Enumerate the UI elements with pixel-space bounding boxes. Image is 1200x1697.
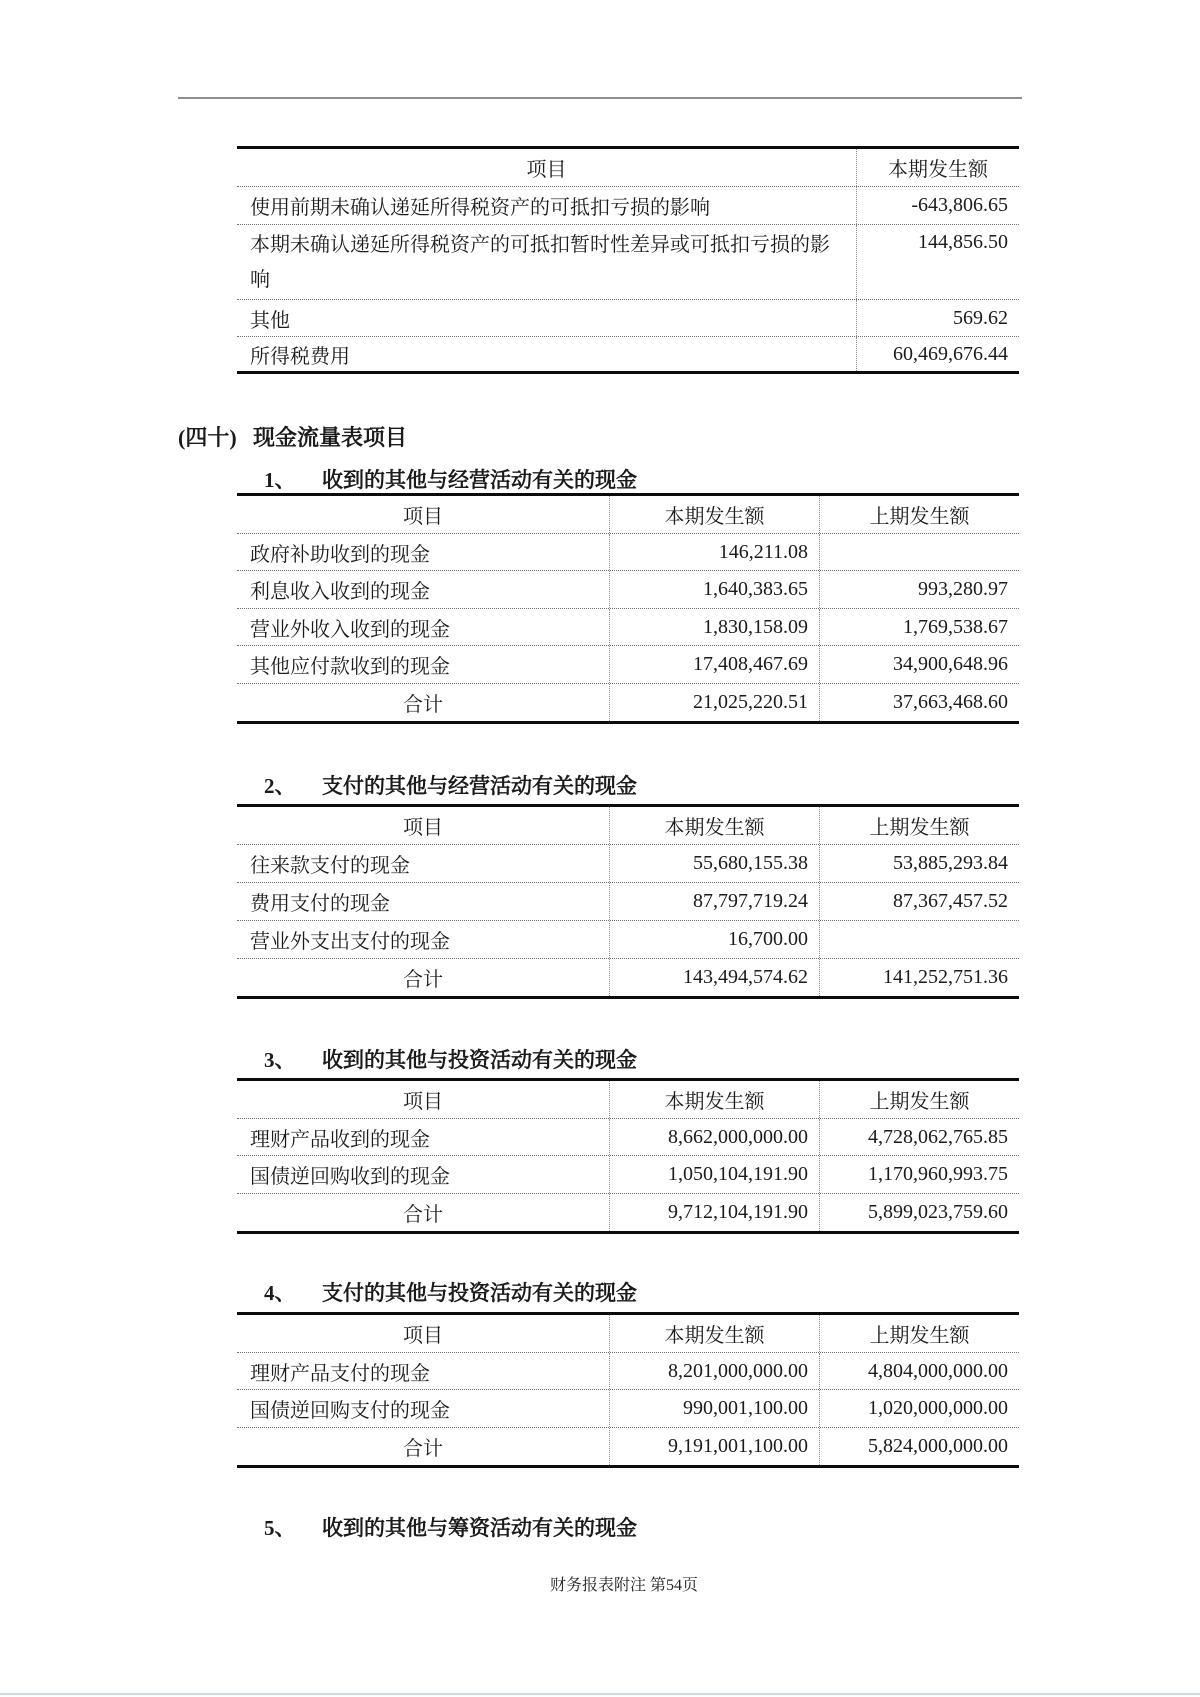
current-amount-cell: 17,408,467.69	[610, 646, 820, 683]
item-cell: 费用支付的现金	[237, 883, 610, 920]
current-period-header-cell: 本期发生额	[610, 807, 820, 844]
page-footer: 财务报表附注 第54页	[549, 1577, 698, 1594]
item-header-cell: 项目	[237, 496, 610, 533]
prior-amount-cell: 4,728,062,765.85	[868, 1125, 1008, 1148]
income-tax-expense-table	[237, 146, 1019, 374]
page-header-rule	[178, 97, 1022, 99]
item-header-cell: 项目	[237, 1081, 610, 1118]
total-label-cell: 合计	[237, 684, 610, 721]
prior-period-header-cell: 上期发生额	[869, 817, 970, 839]
table-row	[237, 225, 1019, 300]
prior-period-header-cell: 上期发生额	[869, 506, 970, 528]
total-label-cell: 合计	[237, 1428, 610, 1465]
prior-amount-cell: 4,804,000,000.00	[868, 1359, 1008, 1382]
prior-amount-cell	[820, 534, 1019, 570]
table-header-row	[237, 1081, 1019, 1119]
prior-amount-cell: 1,020,000,000.00	[868, 1397, 1008, 1419]
prior-amount-cell: 141,252,751.36	[883, 966, 1008, 988]
table-row	[237, 337, 1019, 371]
item-cell: 利息收入收到的现金	[237, 571, 610, 608]
total-row	[237, 1428, 1019, 1465]
subsection-heading-1	[264, 466, 637, 494]
item-cell: 国债逆回购支付的现金	[237, 1390, 610, 1427]
subsection-title: 收到的其他与筹资活动有关的现金	[322, 1516, 637, 1540]
item-cell: 营业外收入收到的现金	[237, 609, 610, 645]
table-row	[237, 1156, 1019, 1194]
cash-flow-table-3	[237, 1078, 1019, 1234]
subsection-number: 5、	[264, 1516, 296, 1540]
item-cell: 国债逆回购收到的现金	[237, 1156, 610, 1193]
table-header-row	[237, 149, 1019, 187]
total-row	[237, 1194, 1019, 1231]
subsection-number: 3、	[264, 1048, 296, 1072]
section-heading	[178, 424, 407, 452]
current-amount-cell: 16,700.00	[610, 921, 820, 958]
current-amount-cell: 55,680,155.38	[610, 845, 820, 882]
current-amount-cell: 8,662,000,000.00	[610, 1119, 820, 1155]
prior-period-header-cell: 上期发生额	[869, 1325, 970, 1347]
prior-amount-cell: 37,663,468.60	[893, 691, 1008, 713]
current-period-header-cell: 本期发生额	[610, 1315, 820, 1352]
item-cell: 其他应付款收到的现金	[237, 646, 610, 683]
subsection-title: 收到的其他与投资活动有关的现金	[322, 1048, 637, 1072]
current-amount-cell: 143,494,574.62	[610, 959, 820, 996]
item-header-cell: 项目	[237, 149, 857, 186]
prior-amount-cell: 87,367,457.52	[893, 890, 1008, 912]
table-row	[237, 534, 1019, 571]
current-amount-cell: 144,856.50	[918, 231, 1008, 253]
current-amount-cell: -643,806.65	[911, 194, 1008, 216]
current-amount-cell: 1,050,104,191.90	[610, 1156, 820, 1193]
table-row	[237, 646, 1019, 684]
current-amount-cell: 569.62	[953, 306, 1008, 329]
item-cell: 理财产品收到的现金	[237, 1119, 610, 1155]
current-period-header-cell: 本期发生额	[888, 159, 988, 181]
total-label-cell: 合计	[237, 959, 610, 996]
item-cell: 其他	[237, 300, 857, 336]
current-amount-cell: 60,469,676.44	[893, 342, 1008, 365]
current-amount-cell: 9,712,104,191.90	[610, 1194, 820, 1231]
subsection-heading-5	[264, 1514, 637, 1542]
subsection-title: 收到的其他与经营活动有关的现金	[322, 468, 637, 492]
subsection-title: 支付的其他与经营活动有关的现金	[322, 774, 637, 798]
subsection-number: 4、	[264, 1281, 296, 1305]
prior-amount-cell: 1,769,538.67	[903, 615, 1008, 638]
total-row	[237, 959, 1019, 996]
table-header-row	[237, 496, 1019, 534]
current-amount-cell: 9,191,001,100.00	[610, 1428, 820, 1465]
current-amount-cell: 8,201,000,000.00	[610, 1353, 820, 1389]
current-period-header-cell: 本期发生额	[610, 1081, 820, 1118]
item-cell: 本期未确认递延所得税资产的可抵扣暂时性差异或可抵扣亏损的影响	[237, 225, 857, 299]
current-amount-cell: 87,797,719.24	[610, 883, 820, 920]
total-label-cell: 合计	[237, 1194, 610, 1231]
current-amount-cell: 146,211.08	[610, 534, 820, 570]
subsection-number: 1、	[264, 468, 296, 492]
prior-period-header-cell: 上期发生额	[869, 1091, 970, 1113]
page-bottom-rule	[0, 1693, 1200, 1695]
prior-amount-cell	[820, 921, 1019, 958]
table-row	[237, 300, 1019, 337]
item-cell: 往来款支付的现金	[237, 845, 610, 882]
subsection-heading-3	[264, 1046, 637, 1074]
item-cell: 理财产品支付的现金	[237, 1353, 610, 1389]
table-row	[237, 1119, 1019, 1156]
cash-flow-table-1	[237, 493, 1019, 724]
item-cell: 所得税费用	[237, 337, 857, 371]
current-amount-cell: 1,830,158.09	[610, 609, 820, 645]
table-row	[237, 845, 1019, 883]
table-header-row	[237, 1315, 1019, 1353]
table-row	[237, 1353, 1019, 1390]
prior-amount-cell: 1,170,960,993.75	[868, 1163, 1008, 1185]
subsection-number: 2、	[264, 774, 296, 798]
item-cell: 政府补助收到的现金	[237, 534, 610, 570]
section-title: 现金流量表项目	[253, 425, 408, 450]
current-period-header-cell: 本期发生额	[610, 496, 820, 533]
subsection-heading-4	[264, 1279, 637, 1307]
item-header-cell: 项目	[237, 1315, 610, 1352]
table-row	[237, 1390, 1019, 1428]
current-amount-cell: 1,640,383.65	[610, 571, 820, 608]
prior-amount-cell: 34,900,648.96	[893, 653, 1008, 675]
table-row	[237, 609, 1019, 646]
current-amount-cell: 21,025,220.51	[610, 684, 820, 721]
table-row	[237, 883, 1019, 921]
table-row	[237, 571, 1019, 609]
table-row	[237, 921, 1019, 959]
current-amount-cell: 990,001,100.00	[610, 1390, 820, 1427]
table-header-row	[237, 807, 1019, 845]
table-row	[237, 187, 1019, 225]
subsection-heading-2	[264, 772, 637, 800]
prior-amount-cell: 5,824,000,000.00	[868, 1435, 1008, 1457]
prior-amount-cell: 993,280.97	[918, 578, 1008, 600]
prior-amount-cell: 5,899,023,759.60	[868, 1201, 1008, 1223]
section-number: (四十)	[178, 425, 237, 450]
cash-flow-table-4	[237, 1312, 1019, 1468]
cash-flow-table-2	[237, 804, 1019, 999]
total-row	[237, 684, 1019, 721]
subsection-title: 支付的其他与投资活动有关的现金	[322, 1281, 637, 1305]
prior-amount-cell: 53,885,293.84	[893, 852, 1008, 874]
item-cell: 营业外支出支付的现金	[237, 921, 610, 958]
item-header-cell: 项目	[237, 807, 610, 844]
item-cell: 使用前期未确认递延所得税资产的可抵扣亏损的影响	[237, 187, 857, 224]
